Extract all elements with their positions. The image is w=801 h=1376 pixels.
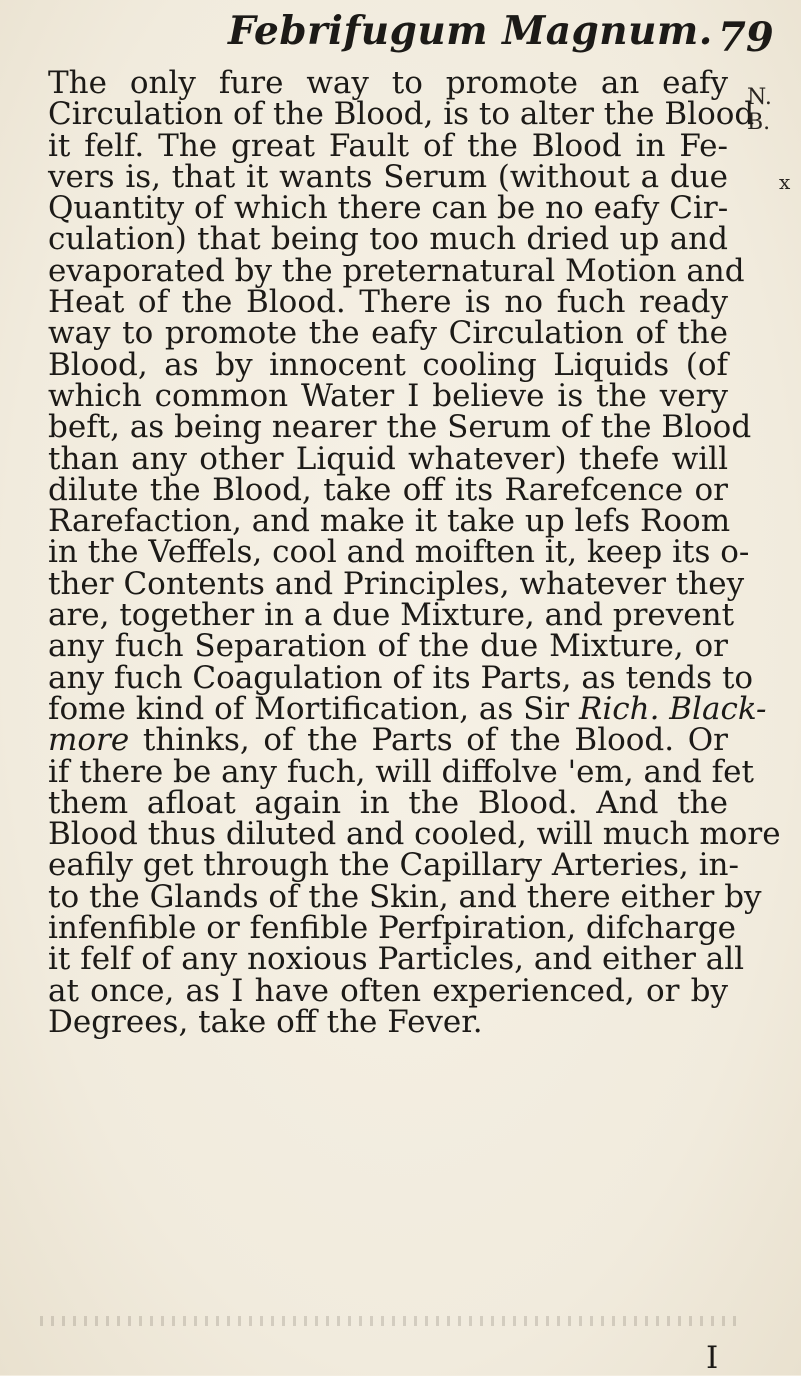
text-line: Degrees, take off the Fever. (48, 1003, 483, 1040)
running-head-title: Febrifugum Magnum. (228, 8, 713, 54)
text-line: culation) that being too much dried up and (48, 221, 728, 258)
text-line: dilute the Blood, take off its Rarefcence or (48, 471, 728, 508)
text-line: to the Glands of the Skin, and there either by (48, 878, 762, 915)
text-line: Rarefaction, and make it take up lefs Room (48, 503, 731, 540)
text-line: in the Veffels, cool and moiften it, keep its o- (48, 534, 750, 571)
text-line: beft, as being nearer the Serum of the Blood (48, 409, 752, 446)
ink-bleed-decoration (40, 1316, 740, 1326)
text-line: any fuch Coagulation of its Parts, as tends to (48, 659, 754, 696)
text-line: ther Contents and Principles, whatever they (48, 565, 745, 602)
text-line: eafily get through the Capillary Arteries, in- (48, 847, 739, 884)
text-line: vers is, that it wants Serum (without a due (48, 158, 728, 195)
text-line: at once, as I have often experienced, or by (48, 972, 728, 1009)
margin-note-nb: N. B. (747, 85, 772, 135)
text-line: Blood thus diluted and cooled, will much more (48, 816, 781, 853)
text-line: if there be any fuch, will diffolve 'em, and fet (48, 753, 754, 790)
text-line: are, together in a due Mixture, and prevent (48, 597, 735, 634)
margin-note-x: x (779, 170, 791, 194)
text-line: Circulation of the Blood, is to alter the Blood (48, 96, 755, 133)
text-line: which common Water I believe is the very (48, 377, 728, 414)
text-line: Quantity of which there can be no eafy Cir- (48, 190, 729, 227)
text-line: Blood, as by innocent cooling Liquids (of (48, 346, 728, 383)
page-number: 79 (718, 14, 774, 61)
text-line: way to promote the eafy Circulation of the (48, 315, 728, 352)
text-line: than any other Liquid whatever) thefe will (48, 440, 728, 477)
text-line: more thinks, of the Parts of the Blood. Or (48, 722, 728, 759)
text-line: it felf of any noxious Particles, and either all (48, 941, 745, 978)
body-text (48, 65, 781, 1040)
text-line: any fuch Separation of the due Mixture, or (48, 628, 728, 665)
text-line: it felf. The great Fault of the Blood in Fe- (48, 127, 728, 164)
text-line: evaporated by the preternatural Motion and (48, 252, 745, 289)
catchword: I (706, 1340, 719, 1376)
text-line: fome kind of Mortification, as Sir Rich. Black- (48, 690, 767, 727)
text-line: infenfible or fenfible Perfpiration, difcharge (48, 910, 736, 947)
text-line: them afloat again in the Blood. And the (48, 784, 728, 821)
text-line: The only fure way to promote an eafy (48, 65, 728, 101)
text-line: Heat of the Blood. There is no fuch ready (48, 284, 728, 321)
